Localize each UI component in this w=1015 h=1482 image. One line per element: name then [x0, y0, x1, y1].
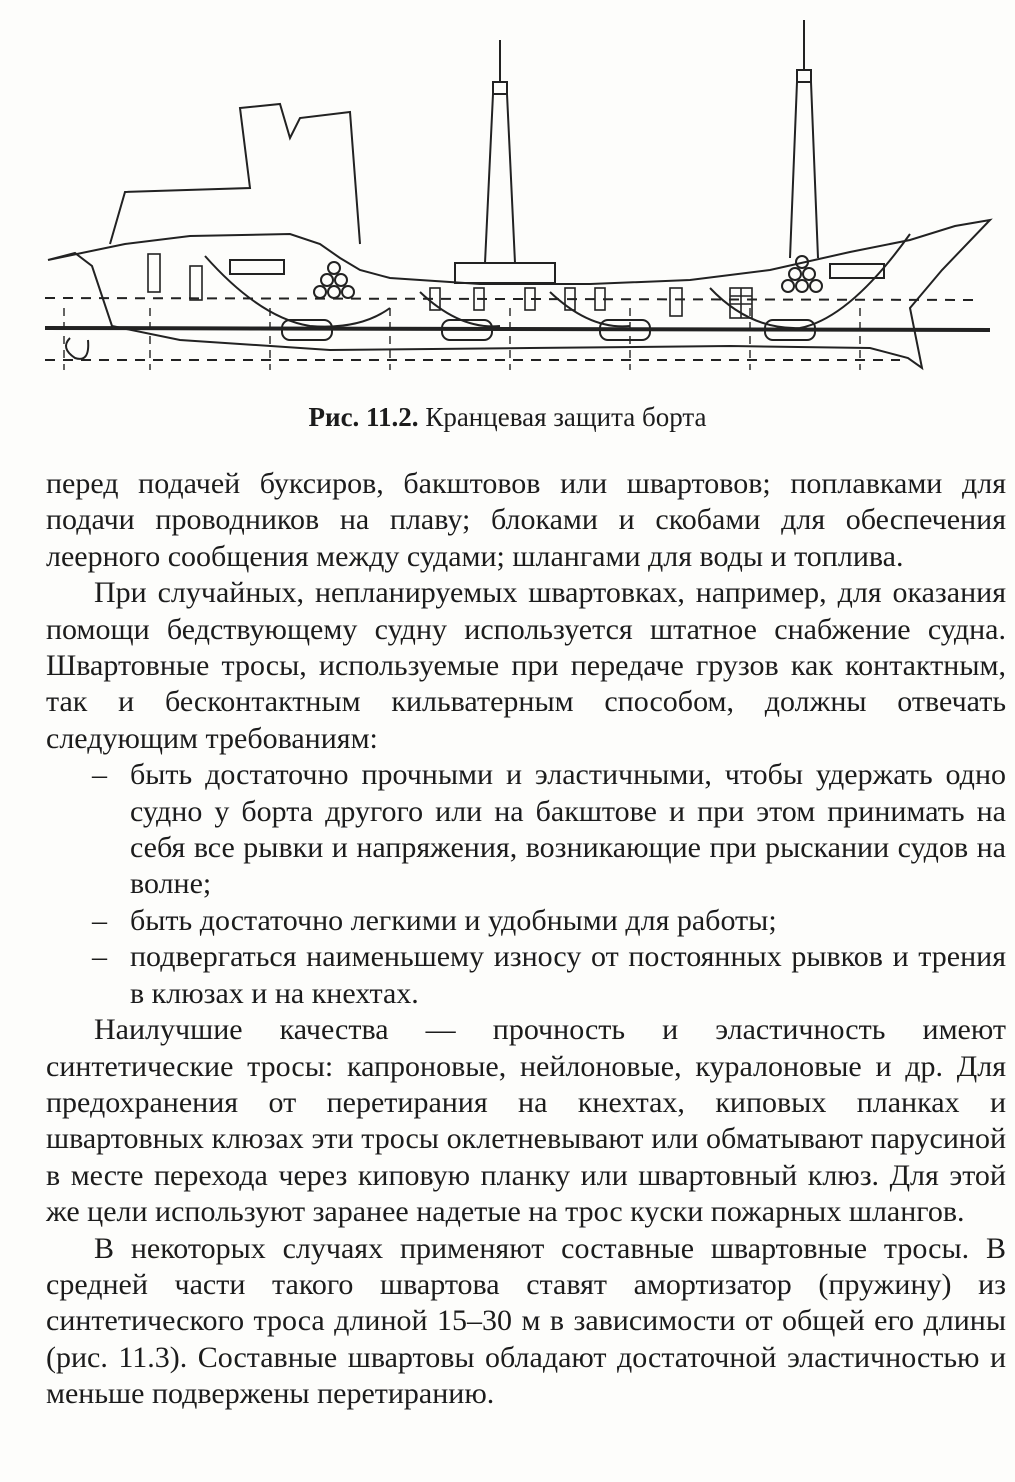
list-item-text: подвергаться наименьшему износу от постоянных рывков и трения в клюзах и на кнехтах.	[130, 940, 1006, 1010]
list-item	[46, 939, 1006, 1012]
paragraph-3: Наилучшие качества — прочность и эластичность имеют синтетические тросы: капроновые, нейлоновые, куралоновые и др. Для предохранения от перетирания на кнехтах, киповых планках и швартовных клюзах эти тросы оклетневывают или обматывают парусиной в месте перехода через киповую планку или швартовный клюз. Для этой же цели используют заранее надетые на трос куски пожарных шлангов.	[46, 1013, 1006, 1229]
paragraph-4: В некоторых случаях применяют составные швартовные тросы. В средней части такого швартова ставят амортизатор (пружину) из синтетического троса длиной 15–30 м в зависимости от общей его длины (рис. 11.3). Составные швартовы обладают достаточной эластичностью и меньше подвержены перетиранию.	[46, 1231, 1006, 1411]
fender-rope-arc	[205, 256, 390, 327]
deck-dashed-line	[45, 298, 980, 300]
list-dash: –	[92, 940, 107, 974]
list-item-text: быть достаточно прочными и эластичными, чтобы удержать одно судно у борта другого или на бакштове и при этом принимать на себя все рывки и напряжения, возникающие при рыскании судов на волне;	[130, 758, 1006, 901]
body-text	[46, 466, 1006, 1413]
ship-fender-figure	[30, 8, 1010, 390]
deck-fender-coil	[230, 260, 284, 274]
fender-rope-arc	[550, 292, 630, 326]
superstructure	[110, 104, 360, 244]
stern-rudder	[66, 338, 88, 359]
list-item-text: быть достаточно легкими и удобными для работы;	[130, 903, 777, 937]
tire-stack	[314, 256, 822, 298]
mast-fore	[455, 40, 555, 283]
list-item	[46, 757, 1006, 903]
mast-aft	[790, 20, 818, 258]
list-item	[46, 903, 1006, 939]
hanging-fenders	[148, 254, 752, 318]
list-dash: –	[92, 903, 107, 937]
fender-rope-arc	[710, 234, 910, 328]
paragraph-1: перед подачей буксиров, бакштовов или швартовов; поплавками для подачи проводников на плаву; блоками и скобами для обеспечения леерного сообщения между судами; шлангами для воды и топлива.	[46, 467, 1006, 573]
caption-text: Кранцевая защита борта	[425, 402, 707, 432]
paragraph-2: При случайных, непланируемых швартовках, например, для оказания помощи бедствующему судну используется штатное снабжение судна. Швартовные тросы, используемые при передаче грузов как контактным, так и бесконтактным кильватерным способом, должны отвечать следующим требованиям:	[46, 576, 1006, 755]
ship-drawing	[30, 8, 1010, 390]
caption-label: Рис. 11.2.	[308, 402, 419, 432]
list-dash: –	[92, 758, 107, 792]
waterline	[45, 328, 990, 330]
figure-caption	[0, 400, 1015, 434]
requirements-list	[46, 757, 1006, 1012]
